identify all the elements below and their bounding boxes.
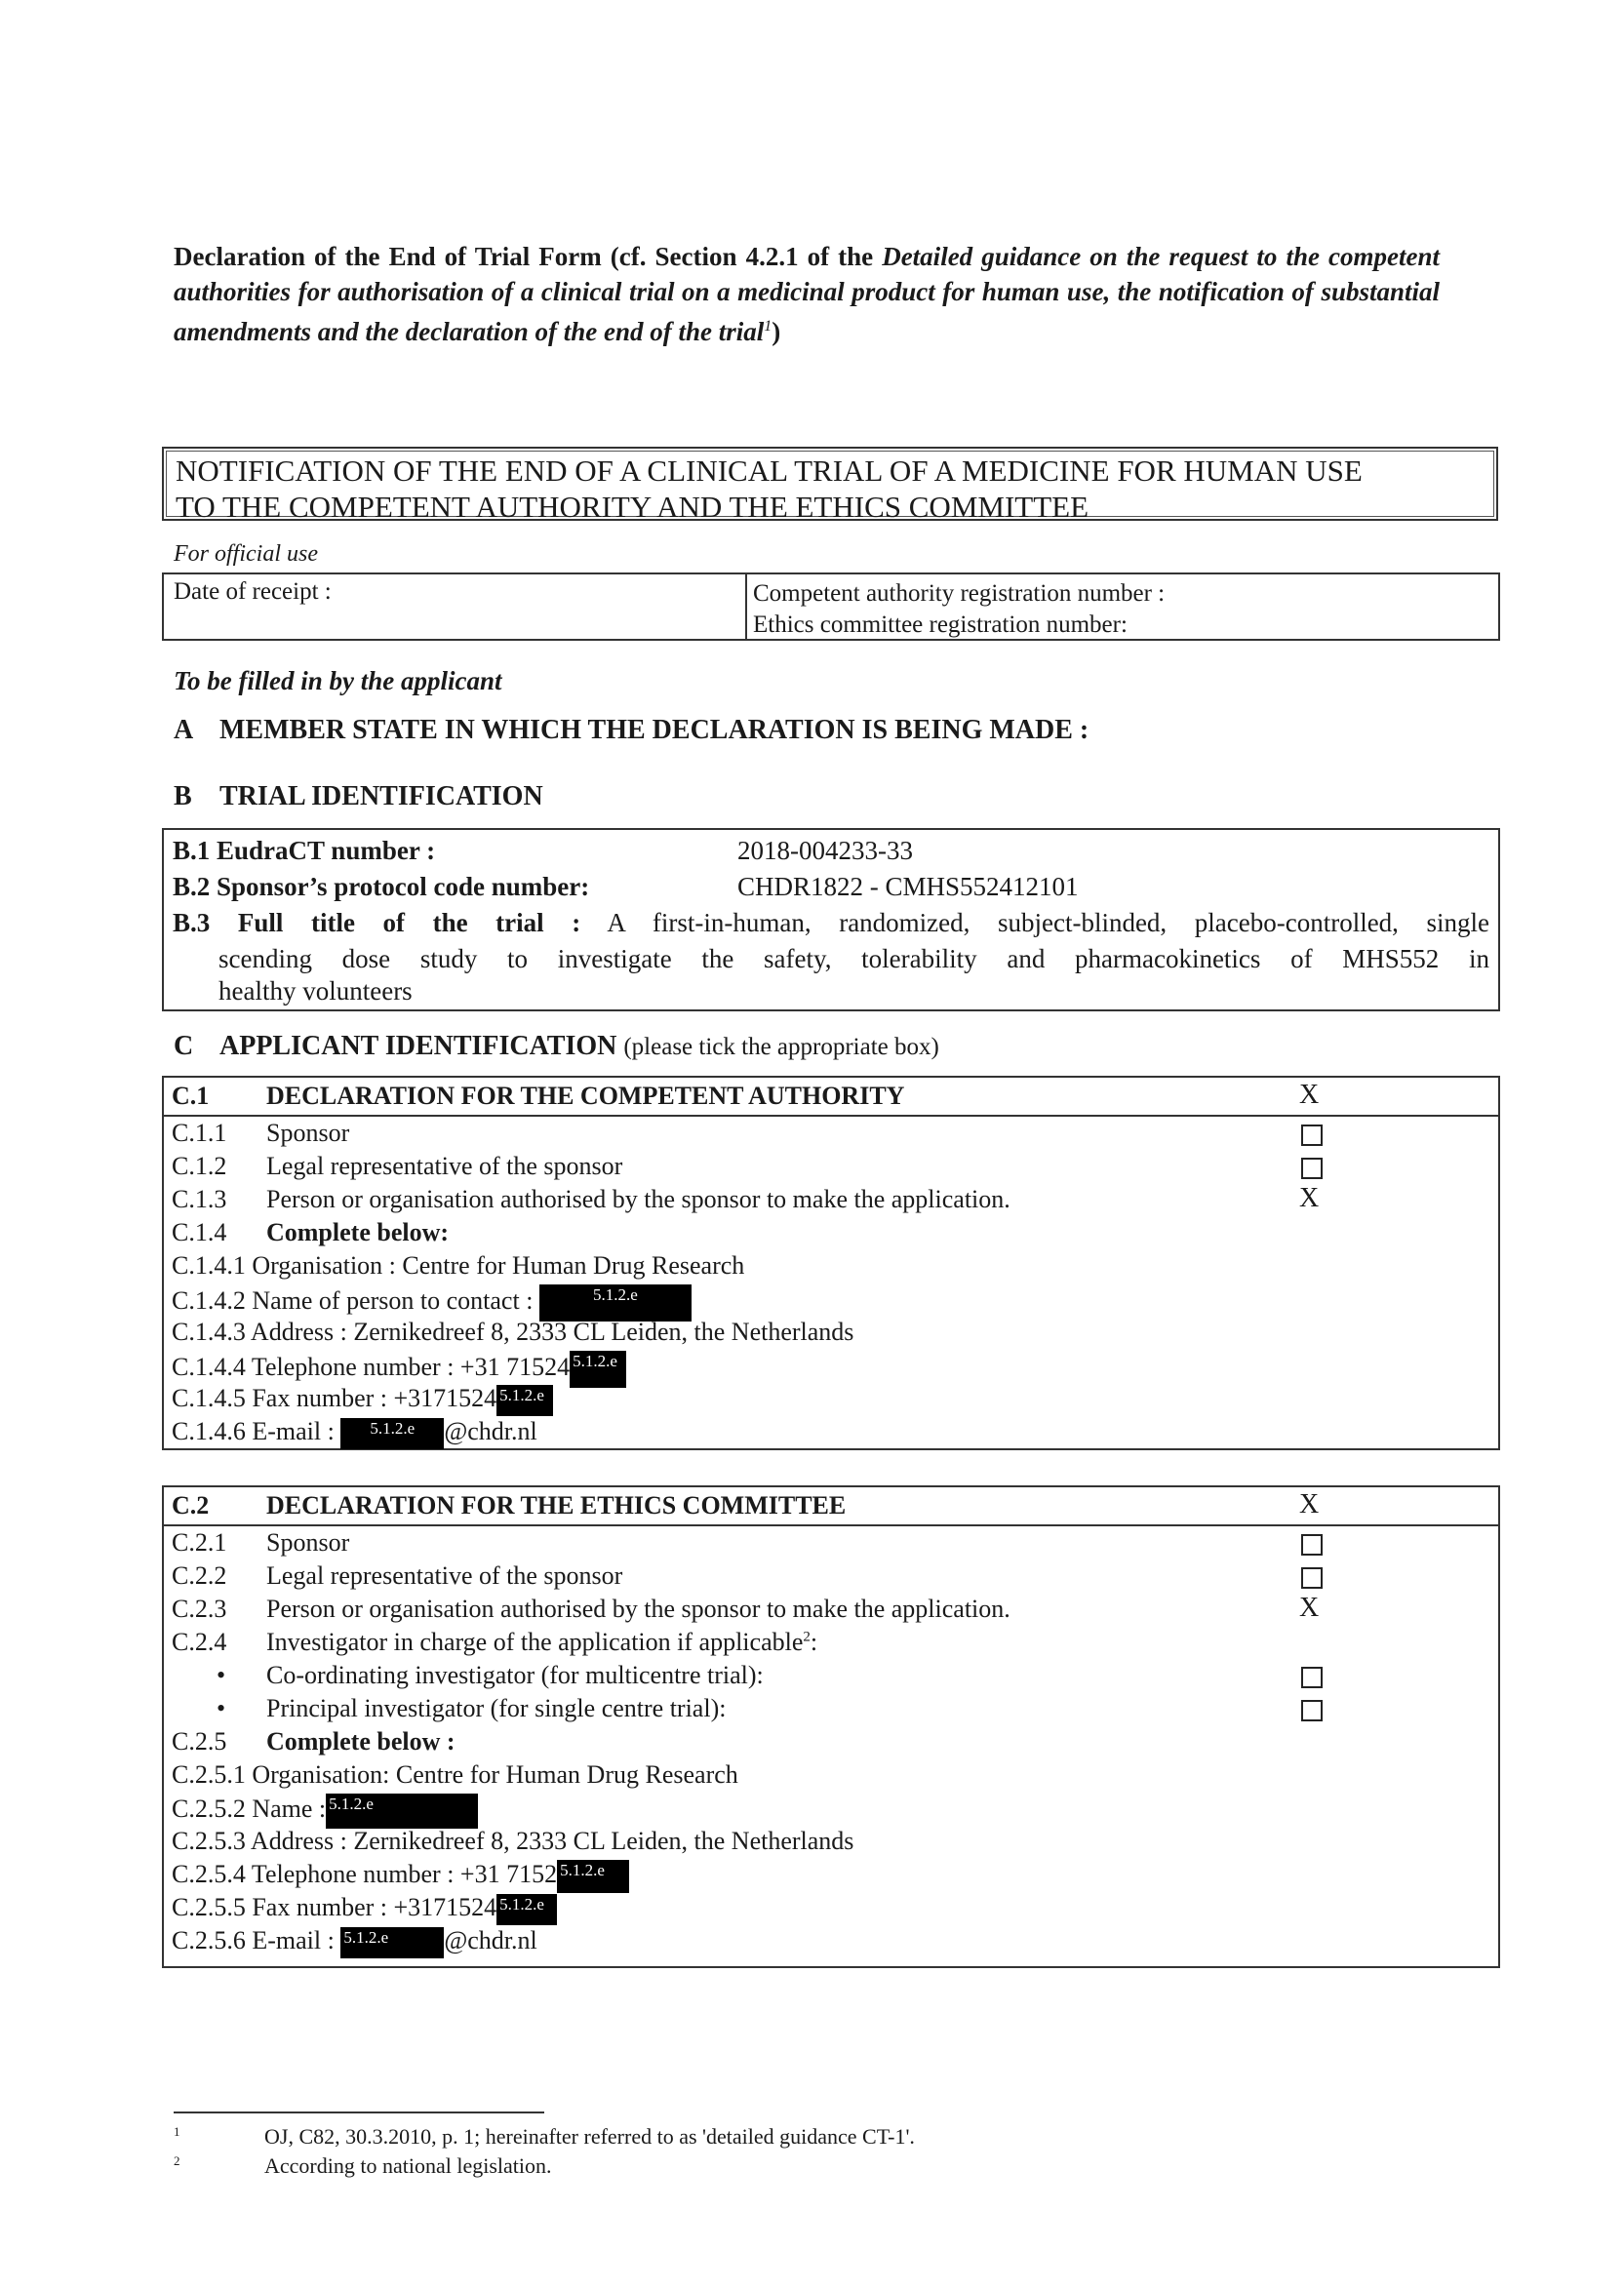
intro-paragraph [174,239,1440,349]
footnote-separator [174,2111,544,2113]
intro-close: ) [772,317,781,346]
c2-1-code: C.2.1 [172,1528,227,1557]
section-c-letter: C [174,1031,194,1061]
c1-title: DECLARATION FOR THE COMPETENT AUTHORITY [266,1082,905,1110]
official-use-label: For official use [174,541,318,567]
section-a-heading [174,715,1089,746]
coordinating-investigator-checkbox[interactable] [1301,1666,1323,1695]
b1-code: B.1 [173,836,211,865]
c1-4-2-code: C.1.4.2 [172,1285,246,1315]
coordinating-investigator-text: Co-ordinating investigator (for multicentre trial): [266,1661,764,1689]
footnote-2-text: According to national legislation. [264,2153,552,2178]
bullet: • [217,1661,226,1689]
c2-4-text: Investigator in charge of the application if applicable [266,1628,804,1656]
b1-row [173,836,435,866]
section-c-title: APPLICANT IDENTIFICATION [219,1031,617,1061]
section-c-heading [174,1031,939,1062]
c1-declaration-box [162,1076,1500,1450]
section-a-letter: A [174,715,194,745]
c1-4-1-text: Organisation : Centre for Human Drug Research [252,1251,745,1280]
c2-5-3-row [172,1827,853,1856]
c1-4-6-text: E-mail : [252,1417,335,1445]
c2-5-code: C.2.5 [172,1727,227,1756]
c2-code: C.2 [172,1491,210,1519]
redaction-block: 5.1.2.e [539,1284,692,1322]
date-of-receipt-field: Date of receipt : [174,578,332,605]
c2-email-domain: @chdr.nl [444,1926,537,1954]
registration-numbers [753,578,1165,641]
c2-5-2-text: Name : [252,1794,327,1823]
footnote-1-text: OJ, C82, 30.3.2010, p. 1; hereinafter referred to as 'detailed guidance CT-1'. [264,2124,915,2149]
redaction-block: 5.1.2.e [340,1927,444,1958]
c1-4-text: Complete below: [266,1218,450,1246]
c2-5-3-text: Address : Zernikedreef 8, 2333 CL Leiden, the Netherlands [250,1827,854,1855]
notification-title-box [162,447,1498,524]
b3-label: Full title of the trial : [237,908,581,937]
c2-5-5-code: C.2.5.5 [172,1893,246,1921]
redaction-block: 5.1.2.e [340,1418,444,1449]
c2-2-text: Legal representative of the sponsor [266,1561,623,1590]
section-a-title: MEMBER STATE IN WHICH THE DECLARATION IS BEING MADE : [219,715,1089,745]
ca-registration-field: Competent authority registration number : [753,580,1166,607]
applicant-note: To be filled in by the applicant [174,666,502,695]
b2-label: Sponsor’s protocol code number: [217,872,590,901]
c1-1-code: C.1.1 [172,1119,227,1147]
c1-3-mark[interactable]: X [1299,1183,1320,1213]
footnote-ref-2: 2 [803,1629,811,1645]
c1-2-text: Legal representative of the sponsor [266,1152,623,1180]
c2-4-code: C.2.4 [172,1628,227,1656]
c1-4-1-row [172,1251,744,1281]
c2-5-1-code: C.2.5.1 [172,1760,246,1789]
b3-code: B.3 [173,908,211,937]
c2-header-mark: X [1299,1489,1320,1519]
c1-4-3-code: C.1.4.3 [172,1318,246,1346]
ec-registration-field: Ethics committee registration number: [753,612,1128,638]
c1-4-5-code: C.1.4.5 [172,1384,246,1412]
c2-5-text: Complete below : [266,1727,456,1756]
c1-3-text: Person or organisation authorised by the sponsor to make the application. [266,1185,1010,1213]
redaction-block: 5.1.2.e [496,1385,553,1416]
c1-4-6-row [172,1417,537,1449]
c2-5-5-row [172,1893,557,1925]
c2-4-row [266,1628,817,1657]
c1-4-6-code: C.1.4.6 [172,1417,246,1445]
c2-3-text: Person or organisation authorised by the sponsor to make the application. [266,1595,1010,1623]
c2-5-4-row [172,1860,629,1893]
c2-3-code: C.2.3 [172,1595,227,1623]
c2-3-mark[interactable]: X [1299,1593,1320,1623]
c2-5-4-text: Telephone number : +31 7152 [251,1860,558,1888]
c2-5-6-row [172,1926,537,1958]
footnote-2-number: 2 [174,2153,180,2168]
c1-4-code: C.1.4 [172,1218,227,1246]
b1-label: EudraCT number : [217,836,436,865]
c1-4-5-text: Fax number : +3171524 [252,1384,497,1412]
c2-2-code: C.2.2 [172,1561,227,1590]
c1-4-1-code: C.1.4.1 [172,1251,246,1280]
c1-4-3-row [172,1318,853,1347]
redaction-block: 5.1.2.e [570,1351,626,1388]
redaction-block: 5.1.2.e [557,1860,629,1893]
official-use-box [162,572,1500,641]
section-b-title: TRIAL IDENTIFICATION [219,781,543,811]
c2-4-colon: : [810,1628,818,1656]
trial-title-line-3: healthy volunteers [218,976,413,1006]
trial-identification-box [162,828,1500,1011]
c2-5-6-text: E-mail : [252,1926,335,1954]
c1-1-text: Sponsor [266,1119,350,1147]
c1-1-checkbox[interactable] [1301,1124,1323,1153]
c2-header-divider [164,1524,1498,1526]
redaction-block: 5.1.2.e [496,1894,557,1925]
c2-5-1-row [172,1760,738,1790]
footnote-2 [174,2153,180,2179]
notification-line-2: TO THE COMPETENT AUTHORITY AND THE ETHICS COMMITTEE [176,490,1089,524]
c1-header-mark: X [1299,1080,1320,1110]
intro-bold: Declaration of the End of Trial Form (cf. Section 4.2.1 of the [174,242,883,271]
b2-code: B.2 [173,872,211,901]
c2-5-4-code: C.2.5.4 [172,1860,246,1888]
c1-4-4-text: Telephone number : +31 71524 [251,1352,571,1381]
c1-2-code: C.1.2 [172,1152,227,1180]
c1-4-2-row [172,1284,692,1322]
c2-2-checkbox[interactable] [1301,1566,1323,1596]
c1-3-code: C.1.3 [172,1185,227,1213]
c1-4-2-text: Name of person to contact : [252,1285,534,1315]
c1-email-domain: @chdr.nl [444,1417,537,1445]
c1-code: C.1 [172,1082,210,1110]
c1-4-4-code: C.1.4.4 [172,1352,246,1381]
c2-title: DECLARATION FOR THE ETHICS COMMITTEE [266,1491,847,1519]
c2-5-5-text: Fax number : +3171524 [252,1893,497,1921]
c2-1-text: Sponsor [266,1528,350,1557]
c1-header-divider [164,1115,1498,1117]
section-b-letter: B [174,781,192,811]
principal-investigator-checkbox[interactable] [1301,1699,1323,1728]
official-use-divider [745,574,747,639]
footnote-1 [174,2124,180,2150]
eudract-number: 2018-004233-33 [737,836,913,865]
redaction-block: 5.1.2.e [326,1794,478,1829]
section-b-heading [174,781,543,812]
c2-5-2-code: C.2.5.2 [172,1794,246,1823]
c1-4-4-row [172,1351,626,1388]
intro-italic: Detailed guidance on the request to the competent authorities for authorisation of a clinical trial on a medicinal product for human use, the notification of substantial amendments and the declaration of the end of the trial [174,242,1440,346]
c2-1-checkbox[interactable] [1301,1533,1323,1562]
c2-5-2-row [172,1794,478,1829]
section-c-note: (please tick the appropriate box) [623,1034,939,1060]
c1-4-3-text: Address : Zernikedreef 8, 2333 CL Leiden, the Netherlands [250,1318,854,1346]
c2-declaration-box [162,1485,1500,1968]
c2-5-3-code: C.2.5.3 [172,1827,246,1855]
principal-investigator-text: Principal investigator (for single centre trial): [266,1694,727,1722]
c2-5-6-code: C.2.5.6 [172,1926,246,1954]
footnote-1-number: 1 [174,2124,180,2139]
footnote-ref-1: 1 [764,318,772,335]
trial-title-line-1: A first-in-human, randomized, subject-blinded, placebo-controlled, single [607,908,1490,937]
b2-row [173,872,589,902]
protocol-code: CHDR1822 - CMHS552412101 [737,872,1079,901]
c1-2-checkbox[interactable] [1301,1157,1323,1186]
c2-5-1-text: Organisation: Centre for Human Drug Research [252,1760,738,1789]
bullet: • [217,1694,226,1722]
trial-title-line-2: scending dose study to investigate the safety, tolerability and pharmacokinetics of MHS552 in [218,944,1489,973]
b3-row [173,908,1489,938]
notification-line-1: NOTIFICATION OF THE END OF A CLINICAL TRIAL OF A MEDICINE FOR HUMAN USE [176,454,1363,488]
c1-4-5-row [172,1384,553,1416]
